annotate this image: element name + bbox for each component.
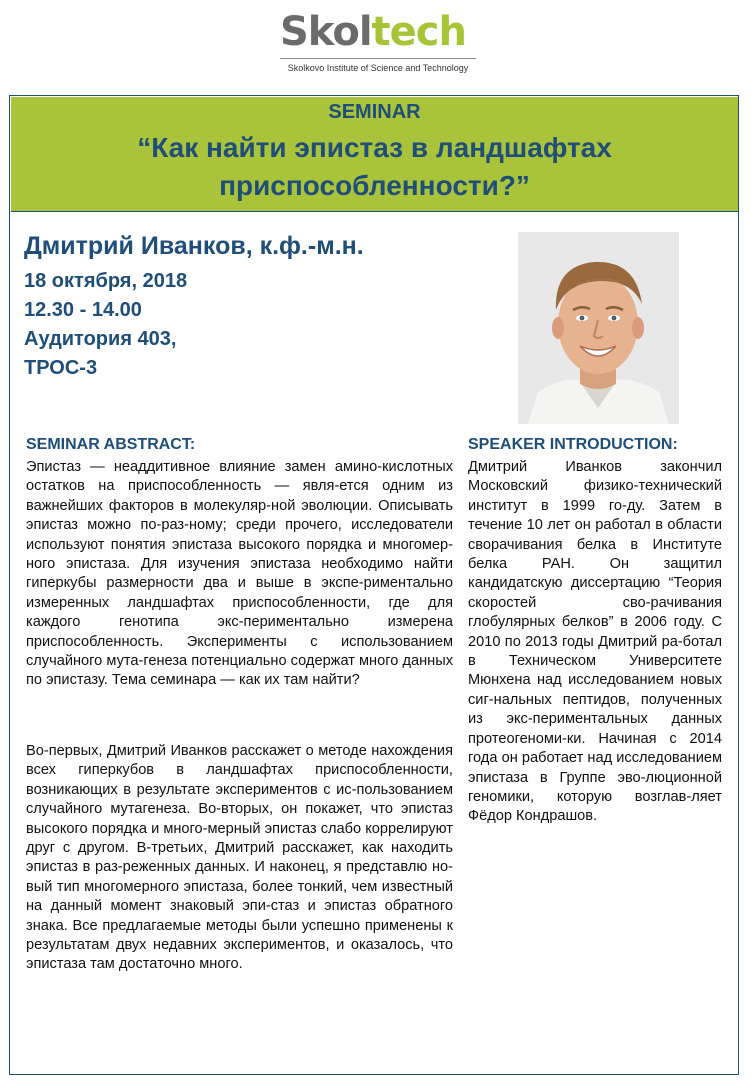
speaker-name: Дмитрий Иванков, к.ф.-м.н. xyxy=(24,232,364,260)
introduction-paragraph: Дмитрий Иванков закончил Московский физико-технический институт в 1999 го-ду. Затем в течение 10 лет он работал в области сворачивания белка в Институте белка РАН. Он защитил кандидатскую диссертацию “Теория скоростей сво-рачивания глобулярных белков” в 2006 году. С 2010 по 2013 годы Дмитрий ра-ботал в Техническом Университете Мюнхена над исследованием новых сиг-нальных пептидов, полученных из экс-периментальных данных протеогеноми-ки. Начиная с 2014 года он работает над исследованием эпистаза в Группе эво-люционной геномики, которую возглав-ляет Фёдор Кондрашов. xyxy=(468,459,722,825)
seminar-label: SEMINAR xyxy=(328,101,421,123)
seminar-time: 12.30 - 14.00 xyxy=(24,299,142,321)
introduction-heading: SPEAKER INTRODUCTION: xyxy=(468,436,678,453)
logo-subtitle: Skolkovo Institute of Science and Technology xyxy=(287,63,469,73)
logo-wordmark xyxy=(280,8,466,56)
seminar-title: “Как найти эпистаз в ландшафтах приспособленности?” xyxy=(137,132,612,201)
skoltech-logo xyxy=(280,8,480,78)
abstract-paragraph-1: Эпистаз — неаддитивное влияние замен амино-кислотных остатков на приспособленность — явля-ется одним из важнейших факторов в молекуляр-ной эволюции. Описывать эпистаз можно по-раз-ному; среди прочего, исследователи используют понятия эпистаза высокого порядка и многомер-ного эпистаза. Для изучения эпистаза необходимо найти гиперкубы размерности два и выше в экспе-риментально измеренных ландшафтах приспособленности, где для каждого генотипа экс-периментально измерена приспособленность. Эксперименты с использованием случайного мута-генеза потенциально содержат много данных по эпистазу. Тема семинара — как их там найти? xyxy=(26,459,453,689)
logo-word-skol: Skol xyxy=(280,9,372,55)
seminar-building: ТРОС-3 xyxy=(24,357,98,379)
abstract-heading: SEMINAR ABSTRACT: xyxy=(26,436,196,453)
seminar-banner xyxy=(11,97,738,212)
speaker-photo xyxy=(518,232,679,424)
abstract-paragraph-2: Во-первых, Дмитрий Иванков расскажет о методе нахождения всех гиперкубов в ландшафтах приспособленности, возникающих в результате экспериментов с ис-пользованием случайного мутагенеза. Во-вторых, он покажет, что эпистаз высокого порядка и много-мерный эпистаз слабо коррелируют друг с другом. В-третьих, Дмитрий расскажет, как находить эпистаз в раз-реженных данных. И наконец, я представлю но-вый тип многомерного эпистаза, более тонкий, чем известный на данный момент знаковый эпи-стаз и эпистаз обратного знака. Все предлагаемые методы были успешно применены к результатам двух недавних экспериментов, и оказалось, что эпистаза там достаточно много. xyxy=(26,743,453,973)
seminar-room: Аудитория 403, xyxy=(24,328,177,350)
speaker-portrait-icon xyxy=(518,232,679,424)
logo-word-tech: tech xyxy=(371,9,466,55)
seminar-date: 18 октября, 2018 xyxy=(24,270,188,292)
logo-divider xyxy=(280,58,476,59)
